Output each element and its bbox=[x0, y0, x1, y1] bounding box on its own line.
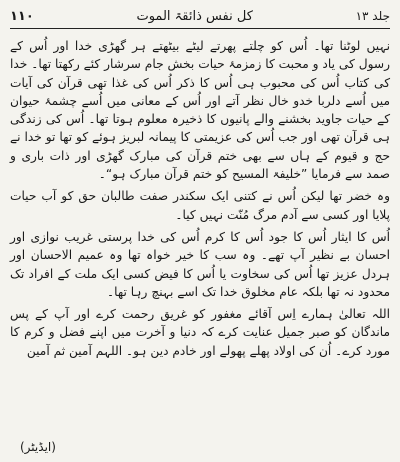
paragraph-4: اللہ تعالیٰ ہمارے اِس آقائے مغفور کو غریق رحمت کرے اور آپ کے پس ماندگان کو صبر جمیل عنایت کرے کہ دنیا و آخرت میں اپنے فضل و کرم کا مورد کرے۔ اُن کی اولاد پھلے پھولے اور خادم دین ہو۔ اللہم آمین ثم آمین bbox=[10, 307, 390, 358]
paragraph-3: اُس کا ایثار اُس کا جود اُس کا کرم اُس کی خدا پرستی غریب نوازی اور احسان بے نظیر آپ تھے۔ وہ سب کا خیر خواہ تھا وہ عمیم الاحسان اور ہردل عزیز تھا اُس کی سخاوت یا اُس کا فیض کسی ایک ملت کے افراد تک محدود نہ تھا بلکہ عام مخلوق خدا تک اسے بہنچ رہا تھا۔ bbox=[10, 229, 390, 299]
editor-signature: (ایڈیٹر) bbox=[20, 440, 56, 454]
paragraph-1: نہیں لوٹنا تھا۔ اُس کو چلتے پھرتے لیٹے بیٹھتے ہر گھڑی خدا اور اُس کے رسول کی یاد و محبت کا زمزمۂ حیات بخش جام سرشار کئے رکھتا تھا۔ خدا کی کتاب اُس کی محبوب ہی اُس کا ذکر اُس کی غذا تھی قرآن کی آیات میں اُسے دلربا خدو خال نظر آتے اور اُس کے معانی میں اُسے چشمۂ حیوان کے حیات جاوید بخشنے والے پانیوں کا ذخیرہ معلوم ہوتا تھا۔ اُس کی زندگی ہی قرآن تھی اور جب اُس کی عزیمتی کا پیمانہ لبریز ہوئے کو تھا تو خدا نے حج و قیوم کے ہاں سے بھی ختم قرآن کی مبارک گھڑی اور ذات باری و صمد سے فرمایا ”خلیفۃ المسیح کو ختم قرآن مبارک ہو“۔ bbox=[10, 39, 390, 182]
page-number: ۱۱۰ bbox=[10, 8, 34, 24]
article-body bbox=[10, 37, 390, 360]
running-title: کل نفس ذائقۃ الموت bbox=[136, 8, 253, 24]
volume-label: جلد ۱۳ bbox=[355, 9, 390, 23]
paragraph-2: وہ خضر تھا لیکن اُس نے کتنی ایک سکندر صفت طالبان حق کو آب حیات پلایا اور کسی سے آدم مرگ مُنّت نہیں کیا۔ bbox=[10, 189, 390, 222]
page-header bbox=[10, 4, 390, 29]
